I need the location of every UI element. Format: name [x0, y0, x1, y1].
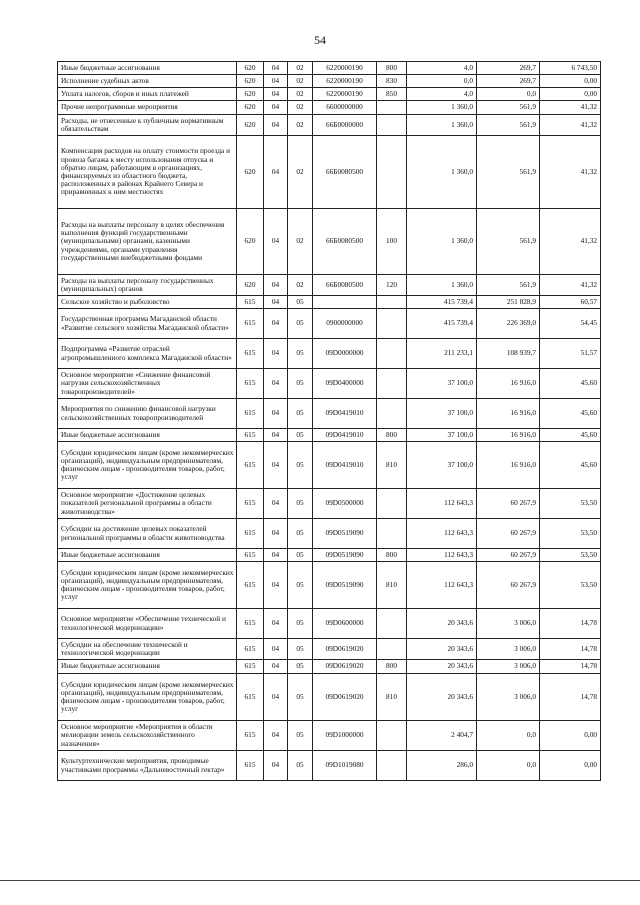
row-target-article: 66Б0000000: [313, 115, 377, 136]
row-section-code: 04: [264, 721, 288, 751]
row-ved-code: 620: [237, 88, 264, 101]
row-percent: 45,60: [540, 369, 601, 399]
row-ved-code: 615: [237, 549, 264, 562]
row-ved-code: 620: [237, 136, 264, 209]
row-target-article: 66Б0080500: [313, 209, 377, 275]
row-name: Иные бюджетные ассигнования: [58, 660, 237, 674]
row-subsection-code: 02: [288, 101, 313, 115]
row-subsection-code: 05: [288, 549, 313, 562]
row-expense-type: [377, 751, 407, 781]
table-row: [58, 136, 601, 209]
row-name: Расходы, не отнесенные к публичным нормативным обязательствам: [58, 115, 237, 136]
row-ved-code: 615: [237, 442, 264, 489]
row-executed: 60 267,9: [477, 562, 540, 609]
row-expense-type: 120: [377, 275, 407, 296]
row-subsection-code: 05: [288, 660, 313, 674]
row-target-article: 6220000190: [313, 62, 377, 75]
row-section-code: 04: [264, 209, 288, 275]
table-row: [58, 101, 601, 115]
row-subsection-code: 02: [288, 275, 313, 296]
row-name: Культуртехнические мероприятия, проводимые участниками программы «Дальневосточный гектар»: [58, 751, 237, 781]
table-row: [58, 296, 601, 309]
row-executed: 251 828,9: [477, 296, 540, 309]
row-subsection-code: 05: [288, 751, 313, 781]
row-target-article: 6600000000: [313, 101, 377, 115]
row-percent: 41,32: [540, 115, 601, 136]
row-subsection-code: 05: [288, 721, 313, 751]
row-subsection-code: 05: [288, 339, 313, 369]
row-executed: 269,7: [477, 75, 540, 88]
row-planned: 20 343,6: [407, 639, 477, 660]
table-row: [58, 88, 601, 101]
row-executed: 3 006,0: [477, 609, 540, 639]
row-percent: 0,00: [540, 88, 601, 101]
table-row: [58, 751, 601, 781]
row-section-code: 04: [264, 674, 288, 721]
row-expense-type: 810: [377, 562, 407, 609]
table-row: [58, 62, 601, 75]
row-subsection-code: 02: [288, 75, 313, 88]
row-ved-code: 620: [237, 209, 264, 275]
row-executed: 561,9: [477, 115, 540, 136]
row-executed: 561,9: [477, 209, 540, 275]
row-planned: 1 360,0: [407, 275, 477, 296]
row-target-article: 09D0519090: [313, 519, 377, 549]
row-percent: 6 743,50: [540, 62, 601, 75]
row-expense-type: 830: [377, 75, 407, 88]
row-planned: 415 739,4: [407, 296, 477, 309]
row-subsection-code: 05: [288, 639, 313, 660]
row-subsection-code: 02: [288, 209, 313, 275]
table-row: [58, 609, 601, 639]
row-name: Прочие непрограммные мероприятия: [58, 101, 237, 115]
row-ved-code: 615: [237, 429, 264, 442]
row-name: Субсидии юридическим лицам (кроме некоммерческих организаций), индивидуальным предпринимателям, физическим лицам - производителям товаров, работ, услуг: [58, 442, 237, 489]
row-target-article: [313, 296, 377, 309]
row-executed: 16 916,0: [477, 442, 540, 489]
row-subsection-code: 02: [288, 62, 313, 75]
row-name: Компенсация расходов на оплату стоимости проезда и провоза багажа к месту использования отпуска и обратно лицам, работающим в организациях, финансируемых из областного бюджета, расположенных в районах Крайнего Севера и приравненных к ним местностях: [58, 136, 237, 209]
row-percent: 45,60: [540, 399, 601, 429]
row-subsection-code: 05: [288, 296, 313, 309]
row-target-article: 09D0000000: [313, 339, 377, 369]
row-executed: 561,9: [477, 275, 540, 296]
row-target-article: 09D0619020: [313, 639, 377, 660]
table-row: [58, 75, 601, 88]
row-name: Основное мероприятие «Достижение целевых показателей региональной программы в области животноводства»: [58, 489, 237, 519]
row-expense-type: [377, 721, 407, 751]
row-name: Субсидии на обеспечение технической и технологической модернизации: [58, 639, 237, 660]
table-row: [58, 275, 601, 296]
row-executed: 269,7: [477, 62, 540, 75]
row-expense-type: [377, 609, 407, 639]
page-number: 54: [314, 33, 326, 47]
row-ved-code: 615: [237, 609, 264, 639]
row-executed: 0,0: [477, 751, 540, 781]
row-section-code: 04: [264, 88, 288, 101]
row-planned: 112 643,3: [407, 549, 477, 562]
row-section-code: 04: [264, 639, 288, 660]
row-planned: 112 643,3: [407, 519, 477, 549]
row-planned: 2 404,7: [407, 721, 477, 751]
row-percent: 51,57: [540, 339, 601, 369]
row-planned: 112 643,3: [407, 562, 477, 609]
row-planned: 20 343,6: [407, 609, 477, 639]
row-executed: 60 267,9: [477, 549, 540, 562]
row-target-article: 09D0619020: [313, 660, 377, 674]
row-expense-type: 800: [377, 62, 407, 75]
row-percent: 60,57: [540, 296, 601, 309]
row-name: Основное мероприятие «Снижение финансовой нагрузки сельскохозяйственных товаропроизводителей»: [58, 369, 237, 399]
row-section-code: 04: [264, 519, 288, 549]
row-section-code: 04: [264, 562, 288, 609]
table-row: [58, 562, 601, 609]
row-percent: 45,60: [540, 429, 601, 442]
row-name: Расходы на выплаты персоналу в целях обеспечения выполнения функций государственными (муниципальными) органами, казенными учреждениями, органами управления государственными внебюджетными фондами: [58, 209, 237, 275]
row-ved-code: 620: [237, 115, 264, 136]
table-row: [58, 369, 601, 399]
row-percent: 41,32: [540, 209, 601, 275]
row-executed: 3 006,0: [477, 660, 540, 674]
table-row: [58, 721, 601, 751]
row-name: Основное мероприятие «Мероприятия в области мелиорации земель сельскохозяйственного назначения»: [58, 721, 237, 751]
table-row: [58, 429, 601, 442]
row-percent: 14,78: [540, 660, 601, 674]
row-executed: 108 939,7: [477, 339, 540, 369]
row-percent: 53,50: [540, 489, 601, 519]
row-name: Подпрограмма «Развитие отраслей агропромышленного комплекса Магаданской области»: [58, 339, 237, 369]
row-executed: 226 369,0: [477, 309, 540, 339]
row-ved-code: 615: [237, 489, 264, 519]
table-row: [58, 339, 601, 369]
row-section-code: 04: [264, 751, 288, 781]
table-body: [58, 62, 601, 781]
table-row: [58, 549, 601, 562]
row-planned: 20 343,6: [407, 660, 477, 674]
row-subsection-code: 02: [288, 136, 313, 209]
bottom-rule: [0, 880, 640, 881]
row-target-article: 6220000190: [313, 75, 377, 88]
row-target-article: 6220000190: [313, 88, 377, 101]
row-name: Мероприятия по снижению финансовой нагрузки сельскохозяйственных товаропроизводителей: [58, 399, 237, 429]
table-row: [58, 209, 601, 275]
row-subsection-code: 02: [288, 88, 313, 101]
row-percent: 53,50: [540, 519, 601, 549]
row-ved-code: 615: [237, 751, 264, 781]
row-section-code: 04: [264, 136, 288, 209]
row-subsection-code: 02: [288, 115, 313, 136]
row-ved-code: 615: [237, 309, 264, 339]
row-ved-code: 615: [237, 296, 264, 309]
row-ved-code: 615: [237, 399, 264, 429]
row-planned: 37 100,0: [407, 429, 477, 442]
row-expense-type: [377, 296, 407, 309]
row-subsection-code: 05: [288, 489, 313, 519]
row-subsection-code: 05: [288, 429, 313, 442]
row-target-article: 09D0419010: [313, 442, 377, 489]
row-name: Основное мероприятие «Обеспечение технической и технологической модернизации»: [58, 609, 237, 639]
row-name: Расходы на выплаты персоналу государственных (муниципальных) органов: [58, 275, 237, 296]
row-planned: 37 100,0: [407, 399, 477, 429]
row-executed: 16 916,0: [477, 369, 540, 399]
row-planned: 4,0: [407, 88, 477, 101]
row-executed: 16 916,0: [477, 429, 540, 442]
row-expense-type: 100: [377, 209, 407, 275]
row-subsection-code: 05: [288, 399, 313, 429]
row-expense-type: [377, 639, 407, 660]
row-section-code: 04: [264, 339, 288, 369]
table-row: [58, 115, 601, 136]
row-expense-type: [377, 489, 407, 519]
row-ved-code: 615: [237, 660, 264, 674]
row-expense-type: 810: [377, 442, 407, 489]
row-section-code: 04: [264, 549, 288, 562]
row-target-article: 66Б0080500: [313, 275, 377, 296]
row-planned: 1 360,0: [407, 101, 477, 115]
row-subsection-code: 05: [288, 609, 313, 639]
row-target-article: 09D0600000: [313, 609, 377, 639]
row-ved-code: 620: [237, 275, 264, 296]
row-planned: 20 343,6: [407, 674, 477, 721]
row-ved-code: 615: [237, 519, 264, 549]
row-planned: 4,0: [407, 62, 477, 75]
row-target-article: 09D0619020: [313, 674, 377, 721]
row-target-article: 09D1000000: [313, 721, 377, 751]
row-target-article: 66Б0080500: [313, 136, 377, 209]
row-subsection-code: 05: [288, 369, 313, 399]
row-percent: 53,50: [540, 549, 601, 562]
row-percent: 0,00: [540, 75, 601, 88]
row-expense-type: [377, 115, 407, 136]
row-section-code: 04: [264, 62, 288, 75]
table-row: [58, 442, 601, 489]
row-expense-type: 810: [377, 674, 407, 721]
row-name: Субсидии юридическим лицам (кроме некоммерческих организаций), индивидуальным предпринимателям, физическим лицам - производителям товаров, работ, услуг: [58, 562, 237, 609]
row-name: Иные бюджетные ассигнования: [58, 429, 237, 442]
table-row: [58, 399, 601, 429]
row-section-code: 04: [264, 309, 288, 339]
row-ved-code: 620: [237, 62, 264, 75]
row-name: Сельское хозяйство и рыболовство: [58, 296, 237, 309]
row-percent: 53,50: [540, 562, 601, 609]
row-section-code: 04: [264, 101, 288, 115]
row-expense-type: [377, 369, 407, 399]
row-ved-code: 620: [237, 75, 264, 88]
row-executed: 561,9: [477, 136, 540, 209]
row-planned: 415 739,4: [407, 309, 477, 339]
row-name: Иные бюджетные ассигнования: [58, 549, 237, 562]
row-target-article: 09D1019080: [313, 751, 377, 781]
row-percent: 0,00: [540, 751, 601, 781]
row-executed: 3 006,0: [477, 639, 540, 660]
row-planned: 37 100,0: [407, 442, 477, 489]
row-name: Субсидии юридическим лицам (кроме некоммерческих организаций), индивидуальным предпринимателям, физическим лицам - производителям товаров, работ, услуг: [58, 674, 237, 721]
table-row: [58, 309, 601, 339]
row-section-code: 04: [264, 429, 288, 442]
row-expense-type: 800: [377, 660, 407, 674]
row-planned: 286,0: [407, 751, 477, 781]
row-name: Иные бюджетные ассигнования: [58, 62, 237, 75]
row-executed: 0,0: [477, 88, 540, 101]
row-planned: 37 100,0: [407, 369, 477, 399]
row-ved-code: 615: [237, 674, 264, 721]
row-planned: 1 360,0: [407, 115, 477, 136]
row-target-article: 09D0419010: [313, 429, 377, 442]
row-section-code: 04: [264, 296, 288, 309]
row-section-code: 04: [264, 489, 288, 519]
row-ved-code: 615: [237, 639, 264, 660]
table-row: [58, 639, 601, 660]
row-target-article: 09D0500000: [313, 489, 377, 519]
budget-table: [57, 61, 601, 781]
row-percent: 54,45: [540, 309, 601, 339]
row-subsection-code: 05: [288, 519, 313, 549]
row-ved-code: 615: [237, 562, 264, 609]
row-planned: 112 643,3: [407, 489, 477, 519]
row-subsection-code: 05: [288, 442, 313, 489]
table-row: [58, 674, 601, 721]
row-ved-code: 615: [237, 339, 264, 369]
row-expense-type: 800: [377, 429, 407, 442]
row-planned: 1 360,0: [407, 209, 477, 275]
row-planned: 211 233,1: [407, 339, 477, 369]
row-target-article: 09D0419010: [313, 399, 377, 429]
row-percent: 45,60: [540, 442, 601, 489]
row-section-code: 04: [264, 442, 288, 489]
row-section-code: 04: [264, 115, 288, 136]
row-percent: 41,32: [540, 275, 601, 296]
row-percent: 14,78: [540, 674, 601, 721]
row-ved-code: 615: [237, 721, 264, 751]
row-name: Субсидии на достижение целевых показателей региональной программы в области животноводства: [58, 519, 237, 549]
row-expense-type: [377, 309, 407, 339]
row-target-article: 0900000000: [313, 309, 377, 339]
row-executed: 60 267,9: [477, 519, 540, 549]
row-expense-type: [377, 101, 407, 115]
row-section-code: 04: [264, 75, 288, 88]
row-percent: 0,00: [540, 721, 601, 751]
row-executed: 3 006,0: [477, 674, 540, 721]
row-executed: 60 267,9: [477, 489, 540, 519]
row-executed: 0,0: [477, 721, 540, 751]
row-expense-type: 850: [377, 88, 407, 101]
row-expense-type: [377, 339, 407, 369]
row-target-article: 09D0519090: [313, 549, 377, 562]
row-percent: 41,32: [540, 136, 601, 209]
row-percent: 14,78: [540, 639, 601, 660]
row-ved-code: 615: [237, 369, 264, 399]
row-executed: 16 916,0: [477, 399, 540, 429]
row-executed: 561,9: [477, 101, 540, 115]
table-row: [58, 519, 601, 549]
row-ved-code: 620: [237, 101, 264, 115]
row-section-code: 04: [264, 660, 288, 674]
row-percent: 41,32: [540, 101, 601, 115]
row-target-article: 09D0519090: [313, 562, 377, 609]
row-section-code: 04: [264, 275, 288, 296]
row-section-code: 04: [264, 399, 288, 429]
row-subsection-code: 05: [288, 674, 313, 721]
row-section-code: 04: [264, 369, 288, 399]
row-expense-type: [377, 136, 407, 209]
row-planned: 0,0: [407, 75, 477, 88]
row-section-code: 04: [264, 609, 288, 639]
row-expense-type: [377, 519, 407, 549]
row-expense-type: 800: [377, 549, 407, 562]
row-name: Уплата налогов, сборов и иных платежей: [58, 88, 237, 101]
row-name: Государственная программа Магаданской области «Развитие сельского хозяйства Магаданской области»: [58, 309, 237, 339]
table-row: [58, 489, 601, 519]
row-name: Исполнение судебных актов: [58, 75, 237, 88]
row-target-article: 09D0400000: [313, 369, 377, 399]
row-subsection-code: 05: [288, 562, 313, 609]
table-row: [58, 660, 601, 674]
row-subsection-code: 05: [288, 309, 313, 339]
row-percent: 14,78: [540, 609, 601, 639]
row-expense-type: [377, 399, 407, 429]
row-planned: 1 360,0: [407, 136, 477, 209]
